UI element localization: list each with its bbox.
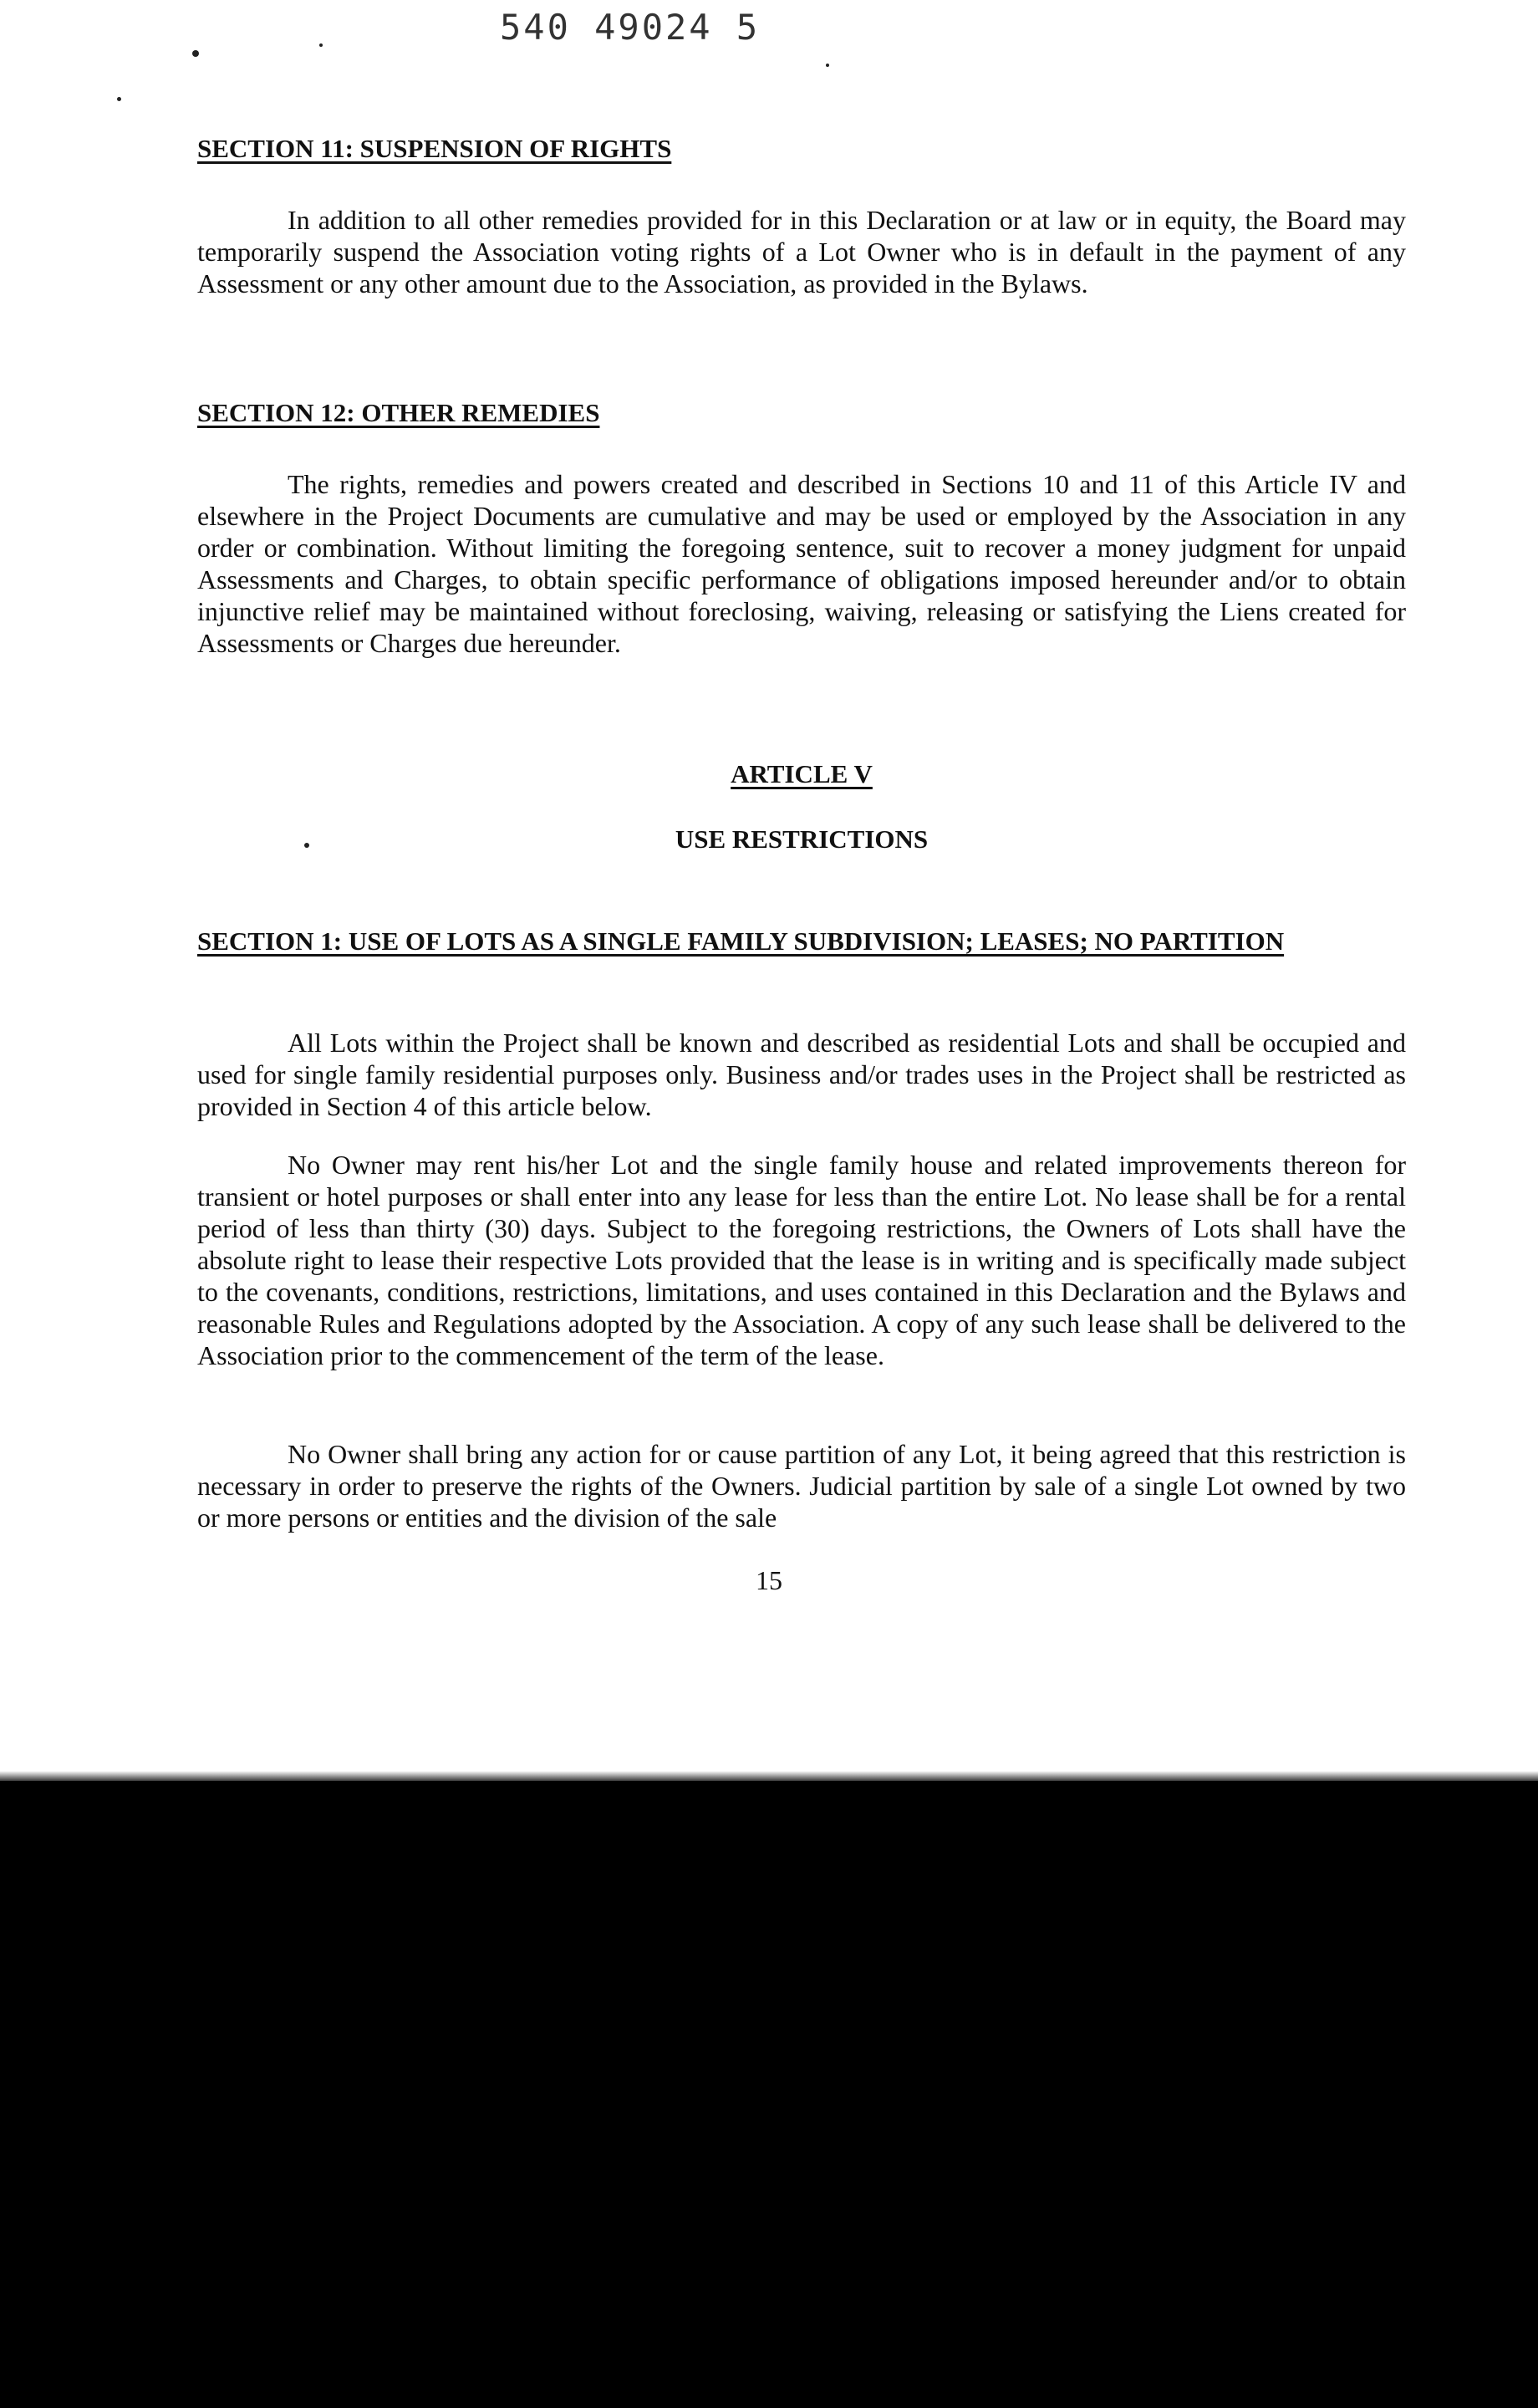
section-1 bbox=[197, 925, 1406, 958]
section-12-body-wrap bbox=[197, 468, 1406, 659]
section-11-body: In addition to all other remedies provided for in this Declaration or at law or in equity, the Board may temporarily suspend the Association voting rights of a Lot Owner who is in default in the payment of any Assessment or any other amount due to the Association, as provided in the Bylaws. bbox=[197, 205, 1406, 298]
section-1-para3-wrap bbox=[197, 1438, 1406, 1533]
section-11 bbox=[197, 132, 1406, 166]
article-title-wrap bbox=[197, 759, 1406, 789]
scan-speck bbox=[192, 50, 199, 57]
section-12-body: The rights, remedies and powers created and described in Sections 10 and 11 of this Article IV and elsewhere in the Project Documents are cumulative and may be used or employed by the Association in any order or combination. Without limiting the foregoing sentence, suit to recover a money judgment for unpaid Assessments and Charges, to obtain specific performance of obligations imposed hereunder and/or to obtain injunctive relief may be maintained without foreclosing, waiving, releasing or satisfying the Liens created for Assessments or Charges due hereunder. bbox=[197, 469, 1406, 658]
section-1-para1: All Lots within the Project shall be known and described as residential Lots and shall be occupied and used for single family residential purposes only. Business and/or trades uses in the Project shall be restricted as provided in Section 4 of this article below. bbox=[197, 1028, 1406, 1121]
article-title: ARTICLE V bbox=[731, 759, 873, 788]
section-12 bbox=[197, 396, 1406, 430]
page-number: 15 bbox=[756, 1565, 782, 1595]
scan-speck bbox=[826, 64, 829, 67]
section-11-heading: SECTION 11: SUSPENSION OF RIGHTS bbox=[197, 134, 672, 163]
scan-speck bbox=[117, 97, 121, 101]
scan-speck bbox=[319, 43, 323, 47]
scan-black-border bbox=[0, 1781, 1538, 2408]
section-11-body-wrap bbox=[197, 204, 1406, 299]
section-1-heading: SECTION 1: USE OF LOTS AS A SINGLE FAMILY SUBDIVISION; LEASES; NO PARTITION bbox=[197, 926, 1285, 956]
article-subtitle: USE RESTRICTIONS bbox=[675, 824, 929, 854]
section-1-para2: No Owner may rent his/her Lot and the single family house and related improvements thereon for transient or hotel purposes or shall enter into any lease for less than the entire Lot. No lease shall be for a rental period of less than thirty (30) days. Subject to the foregoing restrictions, the Owners of Lots shall have the absolute right to lease their respective Lots provided that the lease is in writing and is specifically made subject to the covenants, conditions, restrictions, limitations, and uses contained in this Declaration and the Bylaws and reasonable Rules and Regulations adopted by the Association. A copy of any such lease shall be delivered to the Association prior to the commencement of the term of the lease. bbox=[197, 1150, 1406, 1370]
section-1-para2-wrap bbox=[197, 1149, 1406, 1371]
section-1-para1-wrap bbox=[197, 1027, 1406, 1122]
section-1-para3: No Owner shall bring any action for or cause partition of any Lot, it being agreed that this restriction is necessary in order to preserve the rights of the Owners. Judicial partition by sale of a single Lot owned by two or more persons or entities and the division of the sale bbox=[197, 1439, 1406, 1533]
section-12-heading: SECTION 12: OTHER REMEDIES bbox=[197, 398, 600, 427]
header-stamp: 540 49024 5 bbox=[500, 7, 761, 48]
